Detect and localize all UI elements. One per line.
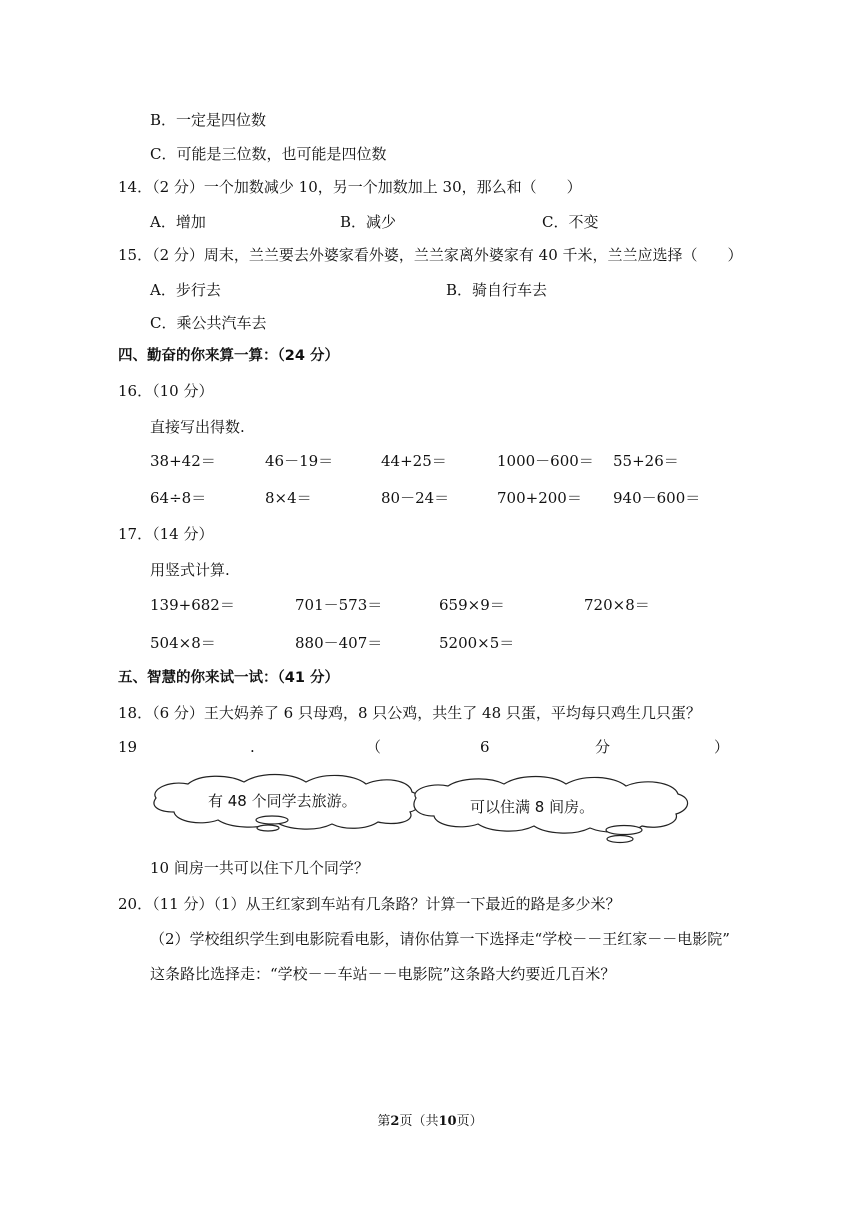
- q18-stem: 18．（6 分）王大妈养了 6 只母鸡，8 只公鸡，共生了 48 只蛋，平均每只鸡生几只蛋？: [118, 704, 701, 722]
- q16-calc: 700+200＝: [497, 489, 582, 507]
- cloud-1-text: 有 48 个同学去旅游。: [208, 792, 357, 810]
- q13-option-c: C．可能是三位数，也可能是四位数: [150, 145, 387, 163]
- footer-mid: 页（共: [399, 1114, 439, 1129]
- q19-open-paren: （: [366, 738, 382, 756]
- cloud-1-bubble-large: [256, 816, 288, 824]
- cloud-2-bubble-large: [606, 826, 642, 835]
- q16-stem: 16．（10 分）: [118, 382, 214, 400]
- section-5-title: 五、智慧的你来试一试：（41 分）: [118, 670, 339, 686]
- q17-calc: 701－573＝: [295, 596, 383, 614]
- q19-score: 6: [480, 738, 490, 756]
- q16-calc: 1000－600＝: [497, 452, 594, 470]
- q14-option-b: B．减少: [340, 213, 397, 231]
- q19-score-unit: 分: [595, 738, 611, 756]
- footer-prefix: 第: [377, 1114, 391, 1129]
- q20-part2-line1: （2）学校组织学生到电影院看电影，请你估算一下选择走“学校－－王红家－－电影院”: [150, 930, 730, 948]
- q19-close-paren: ）: [714, 738, 730, 756]
- q14-option-c: C．不变: [542, 213, 599, 231]
- section-4-title: 四、勤奋的你来算一算：（24 分）: [118, 348, 339, 364]
- q15-stem: 15．（2 分）周末，兰兰要去外婆家看外婆，兰兰家离外婆家有 40 千米，兰兰应选择（ ）: [118, 246, 743, 264]
- q15-option-c: C．乘公共汽车去: [150, 314, 267, 332]
- q20-stem: 20．（11 分）（1）从王红家到车站有几条路？计算一下最近的路是多少米？: [118, 895, 621, 913]
- q14-option-a: A．增加: [150, 213, 206, 231]
- footer-suffix: 页）: [456, 1114, 483, 1129]
- cloud-2-bubble-small: [607, 836, 633, 843]
- q19-number: 19: [118, 738, 138, 756]
- q16-calc: 8×4＝: [265, 489, 312, 507]
- q17-calc: 880－407＝: [295, 634, 383, 652]
- q15-option-a: A．步行去: [150, 281, 221, 299]
- q16-calc: 46－19＝: [265, 452, 334, 470]
- page-footer: [0, 1110, 860, 1129]
- q17-instruction: 用竖式计算.: [150, 561, 230, 579]
- q15-option-b: B．骑自行车去: [446, 281, 548, 299]
- q17-calc: 504×8＝: [150, 634, 216, 652]
- q13-option-b: B．一定是四位数: [150, 111, 267, 129]
- q16-calc: 38+42＝: [150, 452, 216, 470]
- q20-part2-line2: 这条路比选择走：“学校－－车站－－电影院”这条路大约要近几百米？: [150, 965, 616, 983]
- q16-calc: 940－600＝: [613, 489, 701, 507]
- q16-calc: 44+25＝: [381, 452, 447, 470]
- q17-stem: 17．（14 分）: [118, 525, 214, 543]
- footer-page-number: 2: [390, 1114, 400, 1129]
- q19-question: 10 间房一共可以住下几个同学？: [150, 859, 369, 877]
- q19-dot: .: [250, 738, 255, 756]
- footer-total-pages: 10: [438, 1114, 457, 1129]
- q16-calc: 55+26＝: [613, 452, 679, 470]
- q16-calc: 80－24＝: [381, 489, 450, 507]
- q17-calc: 659×9＝: [439, 596, 505, 614]
- q16-instruction: 直接写出得数.: [150, 418, 245, 436]
- q14-stem: 14．（2 分）一个加数减少 10，另一个加数加上 30，那么和（ ）: [118, 178, 582, 196]
- cloud-1-bubble-small: [257, 825, 279, 831]
- q17-calc: 5200×5＝: [439, 634, 515, 652]
- q17-calc: 139+682＝: [150, 596, 235, 614]
- q17-calc: 720×8＝: [584, 596, 650, 614]
- cloud-2-text: 可以住满 8 间房。: [470, 798, 595, 816]
- q16-calc: 64÷8＝: [150, 489, 207, 507]
